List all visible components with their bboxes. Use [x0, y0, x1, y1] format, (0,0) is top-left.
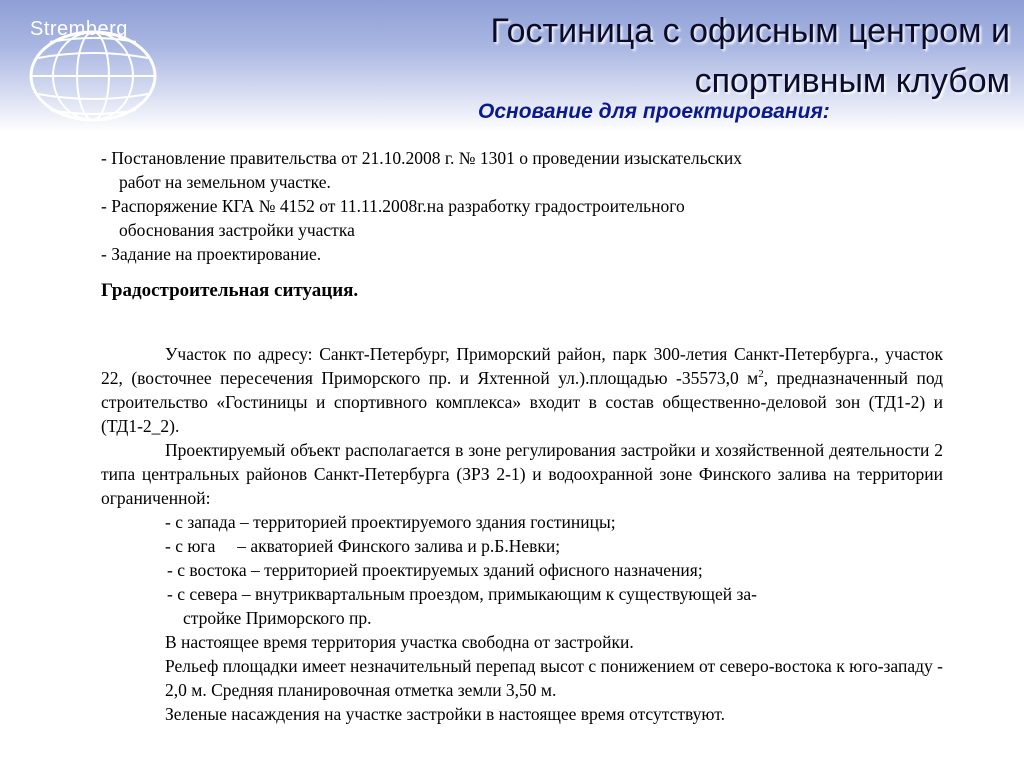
- basis-item-1-line-2: работ на земельном участке.: [119, 172, 331, 192]
- title-line-1: Гостиница с офисным центром и: [490, 12, 1010, 50]
- title-line-2: спортивным клубом: [694, 62, 1010, 100]
- paragraph-plot-address: [101, 342, 943, 438]
- document-body: [101, 146, 943, 726]
- boundary-north-continued: стройке Приморского пр.: [183, 608, 372, 628]
- boundary-north: - с севера – внутриквартальным проездом, примыкающим к существующей за-: [167, 584, 758, 604]
- basis-item-2: [101, 194, 943, 242]
- basis-item-1-line-1: - Постановление правительства от 21.10.2008 г. № 1301 о проведении изыскательских: [101, 148, 742, 168]
- boundary-east: - с востока – территорией проектируемых зданий офисного назначения;: [167, 560, 703, 580]
- section-heading: Градостроительная ситуация.: [101, 280, 359, 301]
- basis-item-3: - Задание на проектирование.: [101, 244, 322, 264]
- logo-text: Stremberg: [30, 18, 128, 40]
- basis-item-2-line-2: обоснования застройки участка: [119, 220, 355, 240]
- boundary-south: - с юга – акваторией Финского залива и р.Б.Невки;: [165, 536, 561, 556]
- paragraph-plot-address-b: , предназначенный под строительство «Гостиницы и спортивного комплекса» входит в состав общественно-деловой зон (ТД1-2) и (ТД1-2_2).: [101, 368, 943, 436]
- paragraph-free-territory: В настоящее время территория участка свободна от застройки.: [165, 632, 634, 652]
- page-title: [330, 6, 1010, 106]
- basis-item-1: [101, 146, 943, 194]
- paragraph-zone: Проектируемый объект располагается в зоне регулирования застройки и хозяйственной деятельности 2 типа центральных районов Санкт-Петербурга (ЗРЗ 2-1) и водоохранной зоне Финского залива на территории ограниченной:: [101, 440, 943, 508]
- paragraph-greenery: Зеленые насаждения на участке застройки в настоящее время отсутствуют.: [165, 704, 725, 724]
- paragraph-relief: Рельеф площадки имеет незначительный перепад высот с понижением от северо-востока к юго-западу - 2,0 м. Средняя планировочная отметка земли 3,50 м.: [165, 656, 943, 700]
- subtitle: Основание для проектирования:: [478, 100, 830, 123]
- boundary-west: - с запада – территорией проектируемого здания гостиницы;: [165, 512, 616, 532]
- area-unit-superscript: 2: [758, 368, 764, 381]
- basis-item-2-line-1: - Распоряжение КГА № 4152 от 11.11.2008г.на разработку градостроительного: [101, 196, 685, 216]
- paragraph-plot-address-a: Участок по адресу: Санкт-Петербург, Приморский район, парк 300-летия Санкт-Петербурга., участок 22, (восточнее пересечения Приморского пр. и Яхтенной ул.).площадью -35573,0 м: [101, 344, 943, 388]
